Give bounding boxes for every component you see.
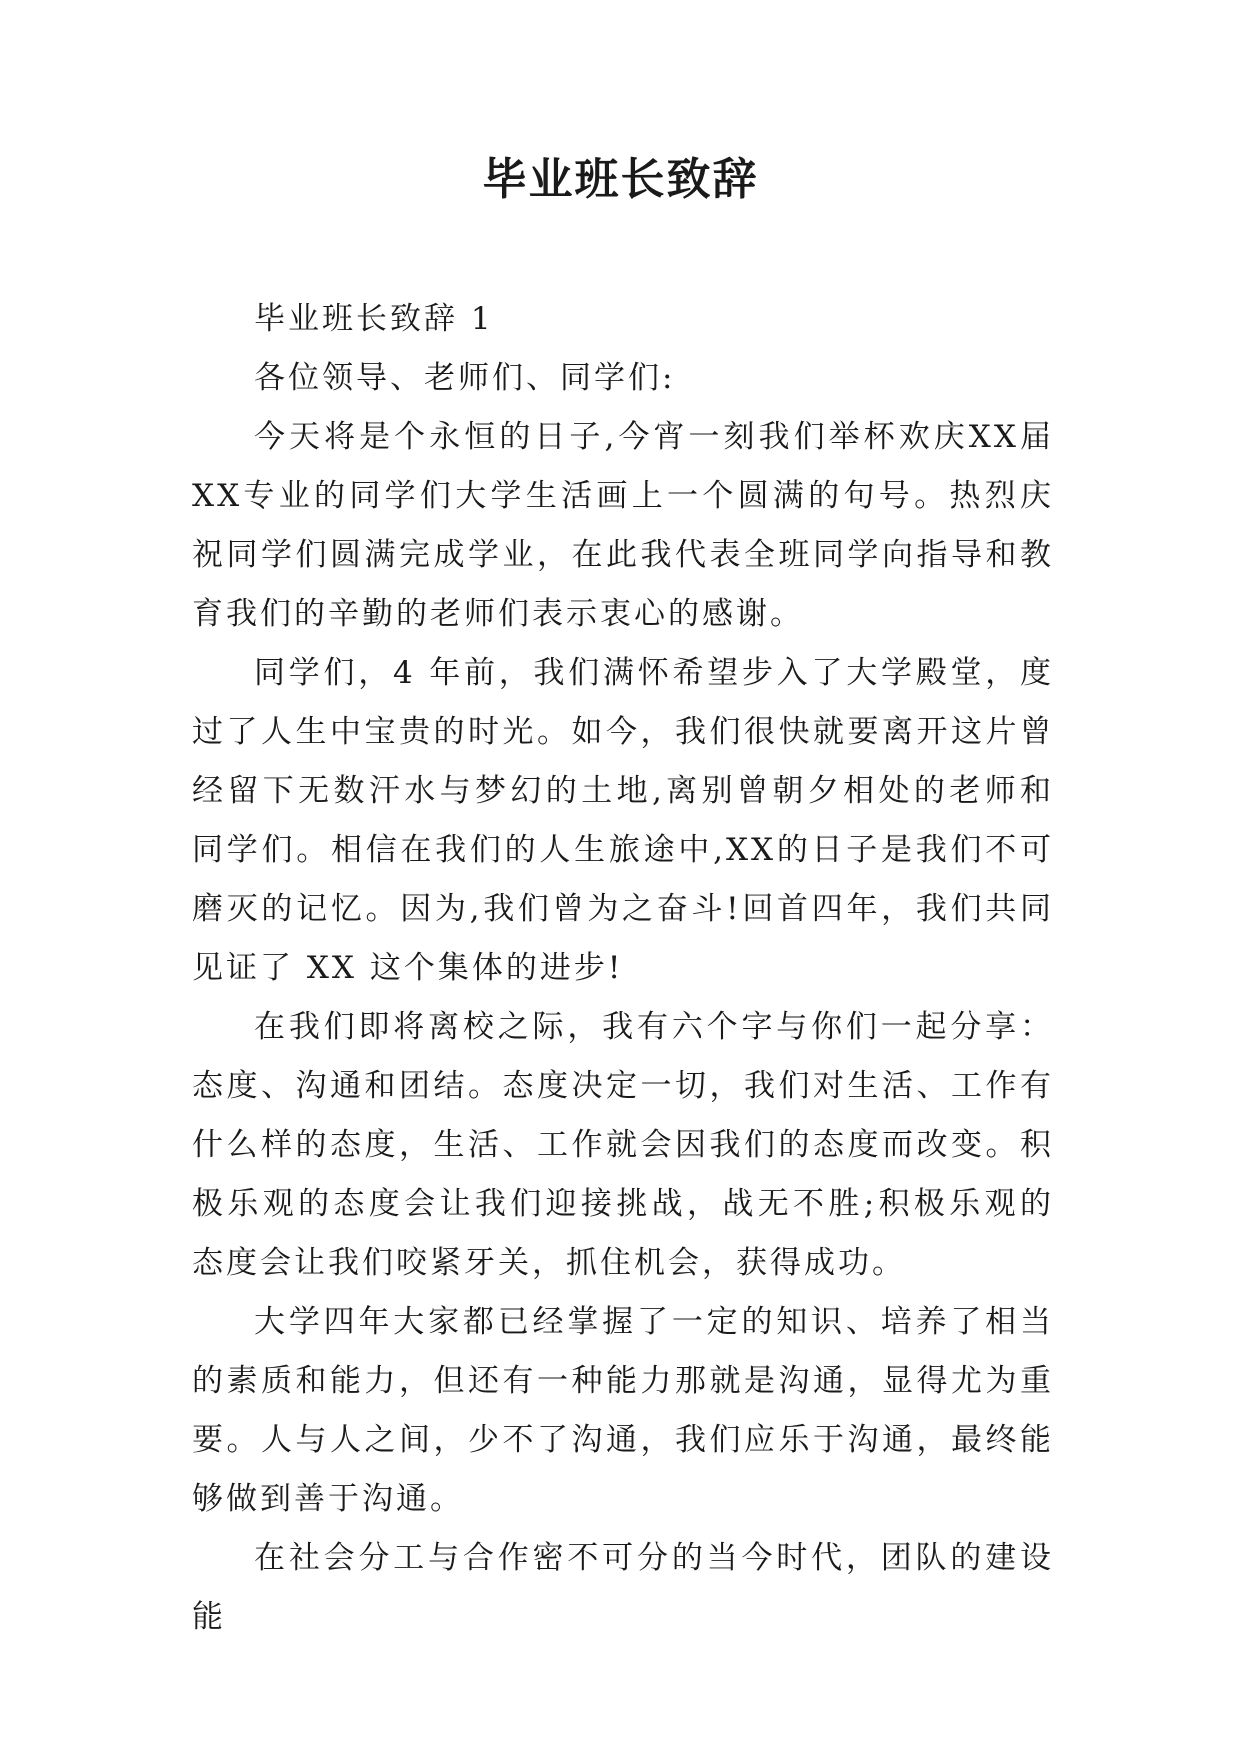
paragraph: 在社会分工与合作密不可分的当今时代，团队的建设能	[192, 1540, 1054, 1635]
paragraph: 在我们即将离校之际，我有六个字与你们一起分享：态度、沟通和团结。态度决定一切，我们对生活、工作有什么样的态度，生活、工作就会因我们的态度而改变。积极乐观的态度会让我们迎接挑战，战无不胜;积极乐观的态度会让我们咬紧牙关，抓住机会，获得成功。	[192, 1009, 1054, 1281]
paragraph: 今天将是个永恒的日子,今宵一刻我们举杯欢庆XX届XX专业的同学们大学生活画上一个圆满的句号。热烈庆祝同学们圆满完成学业，在此我代表全班同学向指导和教育我们的辛勤的老师们表示衷心的感谢。	[192, 419, 1054, 632]
document-body	[192, 290, 1054, 1647]
paragraph: 同学们，4 年前，我们满怀希望步入了大学殿堂，度过了人生中宝贵的时光。如今，我们很快就要离开这片曾经留下无数汗水与梦幻的土地,离别曾朝夕相处的老师和同学们。相信在我们的人生旅途中,XX的日子是我们不可磨灭的记忆。因为,我们曾为之奋斗!回首四年，我们共同见证了 XX 这个集体的进步!	[192, 655, 1054, 986]
document-title: 毕业班长致辞	[482, 154, 759, 205]
salutation: 各位领导、老师们、同学们:	[254, 360, 676, 396]
paragraph: 大学四年大家都已经掌握了一定的知识、培养了相当的素质和能力，但还有一种能力那就是沟通，显得尤为重要。人与人之间，少不了沟通，我们应乐于沟通，最终能够做到善于沟通。	[192, 1304, 1054, 1517]
section-heading: 毕业班长致辞 1	[254, 301, 494, 337]
